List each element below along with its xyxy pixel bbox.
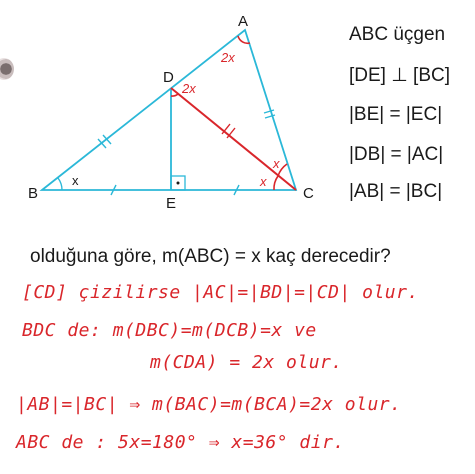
condition-perpendicular: [DE] ⊥ [BC] (349, 65, 451, 86)
angle-label-d: 2x (182, 81, 196, 96)
angle-label-c-outer: x (273, 156, 280, 171)
condition-ab-bc: |AB| = |BC| (349, 181, 443, 202)
condition-triangle: ABC üçgen (349, 24, 446, 45)
vertex-label-a: A (238, 13, 249, 30)
solution-line-2a: BDC de: m(DBC)=m(DCB)=x ve (22, 320, 317, 341)
vertex-label-e: E (166, 195, 177, 212)
angle-label-a: 2x (221, 50, 235, 65)
angle-label-c-inner: x (260, 174, 267, 189)
vertex-label-b: B (28, 185, 39, 202)
angle-arc-d (171, 94, 178, 96)
condition-be-ec: |BE| = |EC| (349, 104, 443, 125)
vertex-label-c: C (303, 185, 314, 202)
tick-marks-cd (222, 124, 235, 138)
triangle-abc (42, 30, 296, 190)
vertex-label-d: D (163, 69, 174, 86)
solution-line-1: [CD] çizilirse |AC|=|BD|=|CD| olur. (22, 282, 419, 303)
right-angle-dot (177, 182, 180, 185)
angle-arc-c-inner (274, 176, 278, 190)
solution-line-2b: m(CDA) = 2x olur. (150, 352, 343, 373)
condition-db-ac: |DB| = |AC| (349, 144, 444, 165)
solution-line-3: |AB|=|BC| ⇒ m(BAC)=m(BCA)=2x olur. (16, 394, 402, 415)
question-text: olduğuna göre, m(ABC) = x kaç derecedir? (30, 246, 391, 267)
solution-line-4: ABC de : 5x=180° ⇒ x=36° dir. (16, 432, 345, 453)
angle-label-b: x (72, 173, 79, 188)
angle-arc-b (58, 178, 62, 190)
segment-cd (171, 88, 296, 190)
